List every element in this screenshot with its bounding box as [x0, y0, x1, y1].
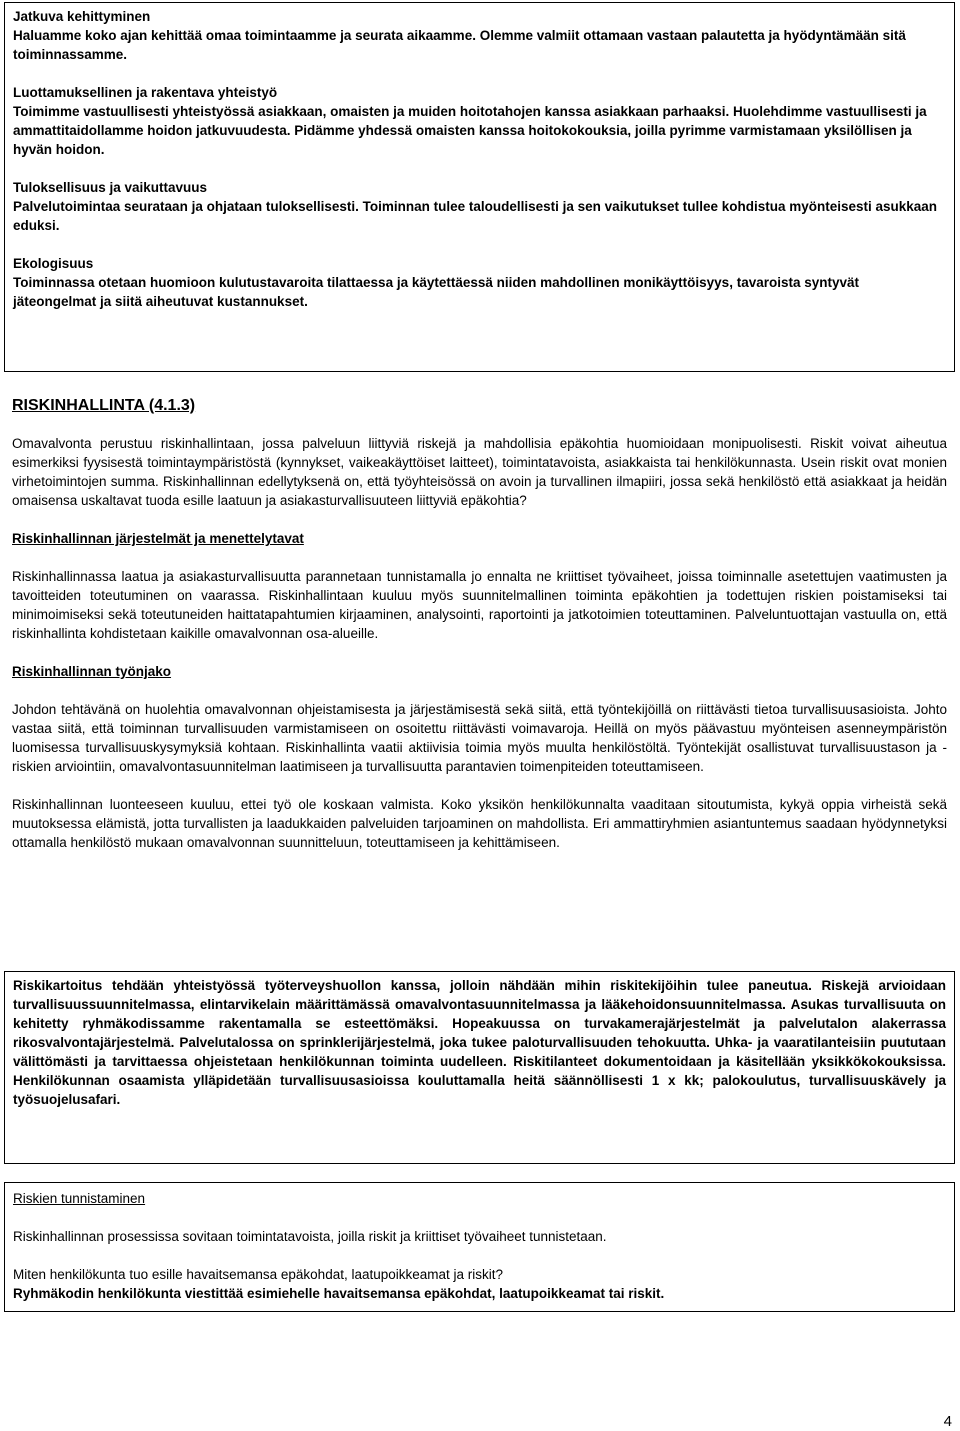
section-intro: Omavalvonta perustuu riskinhallintaan, jossa palveluun liittyviä riskejä ja mahdollisia epäkohtia huomioidaan monipuolisesti. Riskit voivat aiheutua esimerkiksi fyysisestä toimintaympäristöstä (kynnykset, vaikeakäyttöiset laitteet), toimintatavoista, asiakkaista tai henkilökunnasta. Usein riskit ovat monien virhetoimintojen summa. Riskinhallinnan edellytyksenä on, että työyhteisössä on avoin ja turvallinen ilmapiiri, jossa sekä henkilöstö että asiakkaat ja heidän omaisensa uskaltavat tuoda esille laatuun ja asiakasturvallisuuteen liittyviä epäkohtia? [12, 436, 947, 508]
risk-identification-heading: Riskien tunnistaminen [13, 1191, 146, 1206]
subsection-text-division-1: Johdon tehtävänä on huolehtia omavalvonnan ohjeistamisesta ja järjestämisestä sekä siitä, että työntekijöillä on riittävästi tietoa turvallisuusasioista. Johto vastaa siitä, että toiminnan turvallisuuden varmistamiseen on osoitettu riittävästi voimavaroja. Heillä on myös päävastuu myönteisen asenneympäristön luomisessa turvallisuuskysymyksiä kohtaan. Riskinhallinta vaatii aktiivisia toimia myös muulta henkilöstöltä. Työntekijät osallistuvat turvallisuustason ja -riskien arviointiin, omavalvontasuunnitelman laatimiseen ja turvallisuutta parantavien toimenpiteiden toteuttamiseen. [12, 702, 947, 774]
text-ecology: Toiminnassa otetaan huomioon kulutustavaroita tilattaessa ja käytettäessä niiden mahdollinen monikäyttöisyys, tavaroista syntyvät jäteongelmat ja siitä aiheutuvat kustannukset. [13, 275, 860, 309]
risk-identification-text: Riskinhallinnan prosessissa sovitaan toimintatavoista, joilla riskit ja kriittiset työvaiheet tunnistetaan. [13, 1229, 607, 1244]
subsection-title-division: Riskinhallinnan työnjako [12, 664, 172, 679]
heading-ecology: Ekologisuus [13, 256, 94, 271]
text-effectiveness: Palvelutoimintaa seurataan ja ohjataan tuloksellisesti. Toiminnan tulee taloudellisesti ja sen vaikutukset tullee kohdistua myönteisesti asukkaan eduksi. [13, 199, 938, 233]
risk-identification-answer: Ryhmäkodin henkilökunta viestittää esimiehelle havaitsemansa epäkohdat, laatupoikkeamat tai riskit. [13, 1286, 665, 1301]
risk-assessment-text: Riskikartoitus tehdään yhteistyössä työterveyshuollon kanssa, jolloin nähdään mihin riskitekijöihin tulee paneutua. Riskejä arvioidaan turvallisuussuunnitelmassa, elintarvikelain määrittämässä omavalvontasuunnitelmassa ja lääkehoidonsuunnitelmassa. Asukas turvallisuuta on kehitetty ryhmäkodissamme rakentamalla se esteettömäksi. Hopeakuussa on turvakamerajärjestelmät ja palvelutalon alakerrassa rikosvalvontajärjestelmä. Palvelutalossa on sprinklerijärjestelmä, joka tukee paloturvallisuuden tehokuutta. Uhka- ja vaaratilanteisiin puututaan välittömästi ja tarvittaessa ohjeistetaan henkilökunnan toiminta uudelleen. Riskitilanteet dokumentoidaan ja käsitellään yksikkökokouksissa. Henkilökunnan osaamista ylläpidetään turvallisuusasioissa kouluttamalla heitä säännöllisesti 1 x kk; palokoulutus, turvallisuuskävely ja työsuojelusafari. [13, 978, 946, 1107]
risk-identification-box [4, 1182, 955, 1312]
values-box [4, 2, 955, 372]
text-continuous-development: Haluamme koko ajan kehittää omaa toimintaamme ja seurata aikaamme. Olemme valmiit ottamaan vastaan palautetta ja hyödyntämään sitä toiminnassamme. [13, 28, 906, 62]
page-number: 4 [943, 1413, 952, 1430]
risk-management-section [12, 396, 947, 852]
heading-continuous-development: Jatkuva kehittyminen [13, 9, 151, 24]
heading-cooperation: Luottamuksellinen ja rakentava yhteistyö [13, 85, 278, 100]
heading-effectiveness: Tuloksellisuus ja vaikuttavuus [13, 180, 208, 195]
risk-identification-question: Miten henkilökunta tuo esille havaitsemansa epäkohdat, laatupoikkeamat ja riskit? [13, 1267, 504, 1282]
text-cooperation: Toimimme vastuullisesti yhteistyössä asiakkaan, omaisten ja muiden hoitotahojen kanssa asiakkaan parhaaksi. Huolehdimme vastuullisesti ja ammattitaidollamme hoidon jatkuvuudesta. Pidämme yhdessä omaisten kanssa hoitokokouksia, joilla pyrimme varmistamaan yksilöllisen ja hyvän hoidon. [13, 104, 927, 157]
subsection-text-systems: Riskinhallinnassa laatua ja asiakasturvallisuutta parannetaan tunnistamalla jo ennalta ne kriittiset työvaiheet, joissa toiminnalle asetettujen vaatimusten ja tavoitteiden toteutuminen on vaarassa. Riskinhallintaan kuuluu myös suunnitelmallinen toiminta epäkohtien ja todettujen riskien poistamiseksi tai minimoimiseksi sekä toteutuneiden haittatapahtumien kirjaaminen, analysointi, raportointi ja jatkotoimien toteuttaminen. Palveluntuottajan vastuulla on, että riskinhallinta kohdistetaan kaikille omavalvonnan osa-alueille. [12, 569, 947, 641]
subsection-text-division-2: Riskinhallinnan luonteeseen kuuluu, ettei työ ole koskaan valmista. Koko yksikön henkilökunnalta vaaditaan sitoutumista, kykyä oppia virheistä sekä muutoksessa elämistä, jotta turvallisten ja laadukkaiden palveluiden tarjoaminen on mahdollista. Eri ammattiryhmien asiantuntemus saadaan hyödynnetyksi ottamalla henkilöstö mukaan omavalvonnan suunnitteluun, toteuttamiseen ja kehittämiseen. [12, 797, 947, 850]
section-title: RISKINHALLINTA (4.1.3) [12, 397, 196, 414]
risk-assessment-box [4, 971, 955, 1164]
subsection-title-systems: Riskinhallinnan järjestelmät ja menettelytavat [12, 531, 304, 546]
